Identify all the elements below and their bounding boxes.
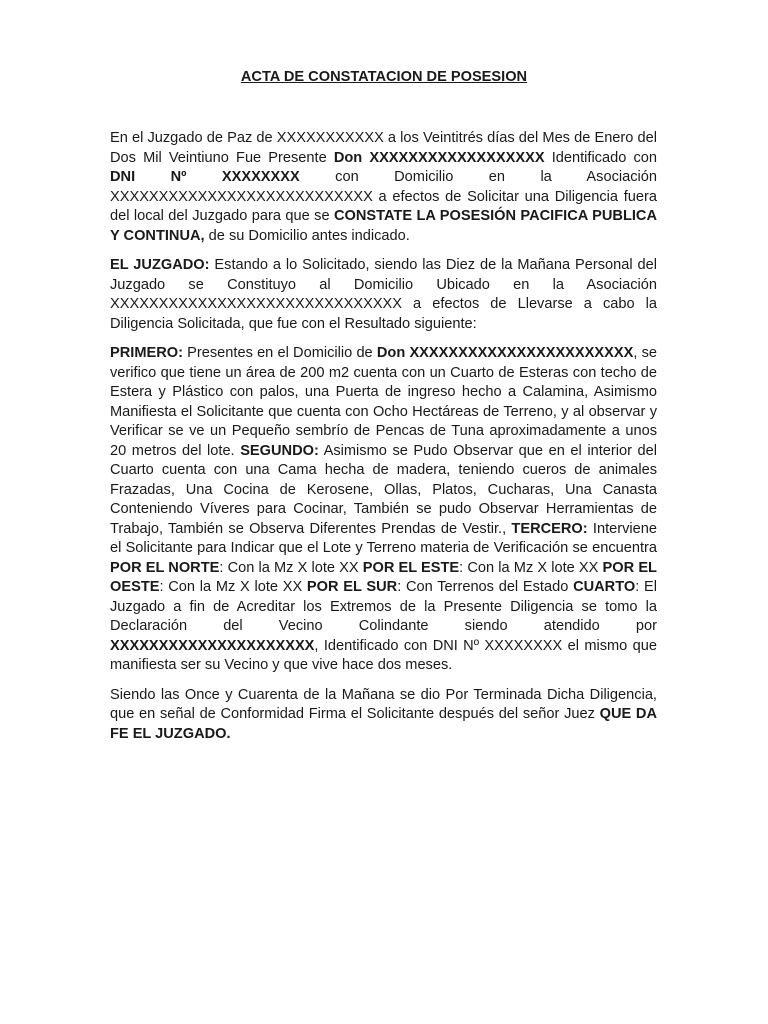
- intro-text-4: de su Domicilio antes indicado.: [204, 227, 410, 244]
- intro-request: CONSTATE LA POSESIÓN PACIFICA PUBLICA Y CONTINUA,: [110, 208, 657, 244]
- boundary-east-text: : Con la Mz X lote XX: [459, 559, 603, 576]
- boundary-north-text: : Con la Mz X lote XX: [219, 559, 363, 576]
- primero-owner-name: Don XXXXXXXXXXXXXXXXXXXXXXX: [376, 345, 634, 361]
- segundo-text: Asimismo se Pudo Observar que en el interior del Cuarto cuenta con una Cama hecha de madera, teniendo cueros de animales Frazadas, Una Cocina de Kerosene, Ollas, Platos, Cucharas, Una Canasta Conteniendo Víveres para Cocinar, También se pudo Observar Herramientas de Trabajo, También se Observa Diferentes Prendas de Vestir.,: [110, 442, 657, 537]
- paragraph-findings: [110, 344, 657, 676]
- boundary-west-text: : Con la Mz X lote XX: [159, 579, 307, 595]
- primero-text-1: Presentes en el Domicilio de: [182, 345, 377, 361]
- boundary-north: POR EL NORTE: [110, 559, 220, 576]
- intro-text-1: En el Juzgado de Paz de XXXXXXXXXXX a los Veintitrés días del Mes de Enero del Dos Mil Veintiuno Fue Presente: [110, 130, 657, 166]
- cuarto-text: : El Juzgado a fin de Acreditar los Extremos de la Presente Diligencia se tomo la Declaración del Vecino Colindante siendo atendido por: [110, 579, 657, 634]
- document-title-text: ACTA DE CONSTATACION DE POSESION: [240, 69, 528, 85]
- paragraph-closing: [110, 686, 657, 745]
- juzgado-text: Estando a lo Solicitado, siendo las Diez de la Mañana Personal del Juzgado se Constituyo al Domicilio Ubicado en la Asociación XXXXXXXXXXXXXXXXXXXXXXXXXXXXXX a efectos de Llevarse a cabo la Diligencia Solicitada, que fue con el Resultado siguiente:: [110, 257, 657, 332]
- boundary-south-text: : Con Terrenos del Estado: [397, 579, 574, 595]
- paragraph-intro: [110, 129, 657, 246]
- juzgado-heading: EL JUZGADO:: [110, 257, 210, 273]
- boundary-east: POR EL ESTE: [362, 559, 460, 576]
- intro-dni: DNI Nº XXXXXXXX: [110, 169, 300, 185]
- segundo-heading: SEGUNDO:: [240, 442, 319, 459]
- primero-text-2: , se verifico que tiene un área de 200 m2 cuenta con un Cuarto de Esteras con techo de Estera y Plástico con palos, una Puerta de ingreso hecho a Calamina, Asimismo Manifiesta el Solicitante que cuenta con Ocho Hectáreas de Terreno, y al observar y Verificar se ve un Pequeño sembrío de Pencas de Tuna aproximadamente a unos 20 metros del lote.: [110, 345, 657, 459]
- tercero-text: Interviene el Solicitante para Indicar que el Lote y Terreno materia de Verificación se encuentra: [110, 520, 657, 556]
- cuarto-heading: CUARTO: [573, 579, 636, 595]
- intro-text-2: Identificado con: [544, 149, 657, 166]
- tercero-heading: TERCERO:: [511, 520, 588, 537]
- intro-applicant-name: Don XXXXXXXXXXXXXXXXXX: [333, 149, 545, 166]
- boundary-west: POR EL OESTE: [110, 559, 657, 595]
- closing-text: Siendo las Once y Cuarenta de la Mañana se dio Por Terminada Dicha Diligencia, que en señal de Conformidad Firma el Solicitante después del señor Juez: [110, 686, 657, 722]
- document-title: [0, 68, 768, 88]
- boundary-south: POR EL SUR: [306, 579, 398, 595]
- neighbor-text: , Identificado con DNI Nº XXXXXXXX el mismo que manifiesta ser su Vecino y que vive hace dos meses.: [110, 637, 657, 673]
- document-body: [110, 129, 657, 754]
- neighbor-name: XXXXXXXXXXXXXXXXXXXXX: [110, 637, 315, 654]
- closing-statement: QUE DA FE EL JUZGADO.: [110, 706, 657, 742]
- intro-text-3: con Domicilio en la Asociación XXXXXXXXXXXXXXXXXXXXXXXXXXX a efectos de Solicitar una Diligencia fuera del local del Juzgado para que se: [110, 169, 658, 224]
- paragraph-juzgado: [110, 256, 657, 334]
- primero-heading: PRIMERO:: [110, 345, 183, 361]
